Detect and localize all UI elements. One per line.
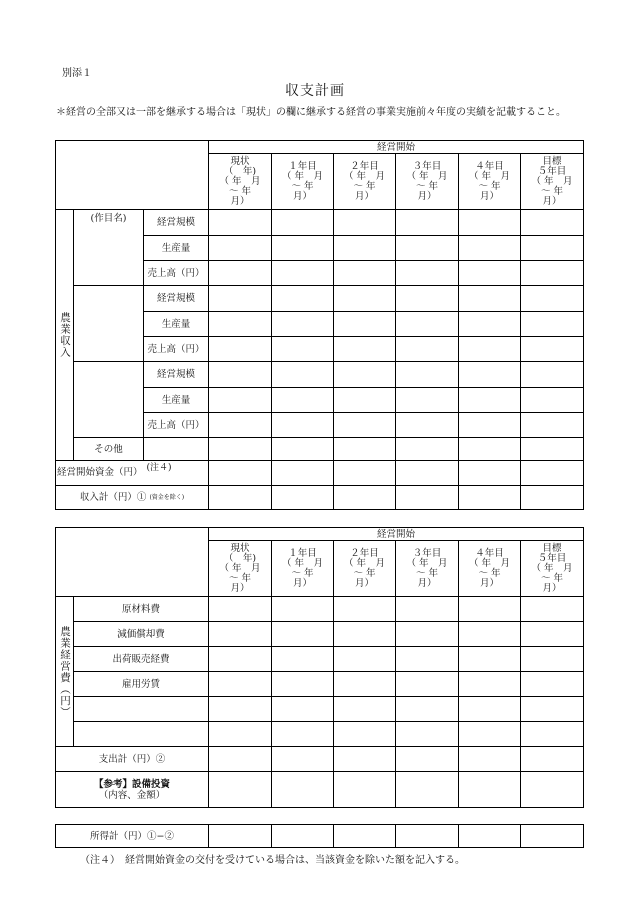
capex-label: 【参考】設備投資: [93, 778, 170, 790]
input-cell[interactable]: [521, 597, 584, 622]
input-cell[interactable]: [521, 647, 584, 672]
column-header-line: 現状: [230, 155, 250, 167]
column-header-line: ～ 年: [541, 185, 564, 197]
input-cell[interactable]: [459, 210, 521, 236]
col-year-2: [334, 154, 396, 210]
input-cell[interactable]: [272, 697, 334, 722]
input-cell[interactable]: [272, 772, 334, 808]
column-header-line: １年目: [288, 160, 317, 172]
expense-item-blank[interactable]: [74, 697, 209, 722]
column-header-line: 月）: [292, 577, 312, 589]
col-year-4: [459, 541, 521, 597]
input-cell[interactable]: [272, 286, 334, 312]
expense-item-label: 出荷販売経費: [74, 647, 209, 672]
input-cell[interactable]: [521, 413, 584, 438]
income-section-label: 農業収入: [56, 210, 74, 461]
input-cell[interactable]: [521, 697, 584, 722]
input-cell[interactable]: [396, 362, 459, 388]
input-cell[interactable]: [272, 362, 334, 388]
column-header-line: （ 年 月: [282, 170, 324, 182]
column-header-line: 目標: [542, 155, 562, 167]
col-target: [521, 541, 584, 597]
header-blank-cell: [56, 141, 209, 210]
col-current: [209, 541, 272, 597]
column-header-line: 月）: [542, 582, 562, 594]
col-year-4: [459, 154, 521, 210]
input-cell[interactable]: [521, 438, 584, 461]
input-cell[interactable]: [272, 461, 334, 486]
input-cell[interactable]: [272, 261, 334, 286]
column-header-line: 月）: [293, 190, 313, 202]
input-cell[interactable]: [334, 337, 396, 362]
input-cell[interactable]: [396, 261, 459, 286]
column-header-line: ～ 年: [228, 572, 252, 584]
column-header-line: 月）: [417, 577, 437, 589]
input-cell[interactable]: [334, 697, 396, 722]
column-header-line: （ 年 月: [531, 175, 573, 187]
column-header-line: 月）: [230, 582, 250, 594]
column-header-line: ４年目: [475, 160, 504, 172]
input-cell[interactable]: [334, 413, 396, 438]
row-label-net-income: 所得計（円）①−②: [56, 825, 209, 848]
header-blank-cell: [56, 528, 209, 597]
input-cell[interactable]: [396, 772, 459, 808]
row-label-production: 生産量: [144, 312, 209, 337]
input-cell[interactable]: [334, 486, 396, 510]
input-cell[interactable]: [396, 413, 459, 438]
input-cell[interactable]: [334, 461, 396, 486]
input-cell[interactable]: [209, 672, 272, 697]
column-header-line: （ 年 月: [219, 175, 261, 187]
input-cell[interactable]: [272, 597, 334, 622]
row-label-expense-total: 支出計（円）②: [56, 747, 209, 772]
input-cell[interactable]: [272, 438, 334, 461]
expense-item-label: 雇用労賃: [74, 672, 209, 697]
input-cell[interactable]: [209, 337, 272, 362]
input-cell[interactable]: [209, 772, 272, 808]
column-header-line: １年目: [288, 547, 317, 559]
column-header-line: （ 年 月: [281, 557, 324, 569]
input-cell[interactable]: [272, 486, 334, 510]
col-target: [521, 154, 584, 210]
input-cell[interactable]: [209, 622, 272, 647]
column-header-line: 目標: [542, 542, 562, 554]
input-cell[interactable]: [334, 362, 396, 388]
input-cell[interactable]: [396, 672, 459, 697]
input-cell[interactable]: [334, 597, 396, 622]
input-cell[interactable]: [396, 825, 459, 848]
column-header-line: （ 年 月: [531, 562, 573, 574]
input-cell[interactable]: [334, 747, 396, 772]
column-header-line: （ 年 月: [343, 557, 386, 569]
input-cell[interactable]: [459, 286, 521, 312]
input-cell[interactable]: [334, 622, 396, 647]
input-cell[interactable]: [209, 461, 272, 486]
column-header-line: ５年目: [537, 552, 567, 564]
input-cell[interactable]: [459, 825, 521, 848]
input-cell[interactable]: [209, 312, 272, 337]
input-cell[interactable]: [396, 486, 459, 510]
input-cell[interactable]: [521, 622, 584, 647]
input-cell[interactable]: [209, 486, 272, 510]
input-cell[interactable]: [459, 261, 521, 286]
row-label-sales: 売上高（円）: [144, 413, 209, 438]
column-header-line: ３年目: [412, 547, 442, 559]
input-cell[interactable]: [396, 286, 459, 312]
income-table: [55, 140, 584, 510]
input-cell[interactable]: [459, 722, 521, 747]
input-cell[interactable]: [396, 461, 459, 486]
col-current: [209, 154, 272, 210]
input-cell[interactable]: [209, 362, 272, 388]
input-cell[interactable]: [521, 388, 584, 413]
column-header-line: 月）: [480, 190, 500, 202]
input-cell[interactable]: [396, 697, 459, 722]
row-label-production: 生産量: [144, 388, 209, 413]
income-total-note: (資金を除く): [149, 494, 185, 501]
crop-name-cell[interactable]: [74, 286, 144, 362]
column-header-line: ５年目: [537, 165, 567, 177]
column-header-line: 月）: [354, 577, 374, 589]
input-cell[interactable]: [272, 210, 334, 236]
expense-table: [55, 527, 584, 808]
input-cell[interactable]: [459, 747, 521, 772]
input-cell[interactable]: [396, 210, 459, 236]
column-header-line: （ 年): [223, 165, 257, 177]
input-cell[interactable]: [521, 722, 584, 747]
footnote: （注４） 経営開始資金の交付を受けている場合は、当該資金を除いた額を記入する。: [80, 855, 465, 866]
input-cell[interactable]: [459, 486, 521, 510]
input-cell[interactable]: [459, 672, 521, 697]
row-label-startup-funds: 経営開始資金（円） (注４): [56, 461, 209, 486]
input-cell[interactable]: [272, 672, 334, 697]
column-header-line: ３年目: [412, 160, 442, 172]
col-year-1: [272, 154, 334, 210]
input-cell[interactable]: [334, 261, 396, 286]
row-label-scale: 経営規模: [144, 286, 209, 312]
column-header-line: ～ 年: [540, 572, 564, 584]
column-header-line: 月）: [542, 195, 562, 207]
group-header: 経営開始: [209, 528, 584, 541]
row-label-sales: 売上高（円）: [144, 261, 209, 286]
input-cell[interactable]: [272, 622, 334, 647]
column-header-line: 月）: [230, 195, 250, 207]
input-cell[interactable]: [209, 388, 272, 413]
input-cell[interactable]: [272, 747, 334, 772]
input-cell[interactable]: [396, 236, 459, 261]
input-cell[interactable]: [459, 597, 521, 622]
input-cell[interactable]: [272, 388, 334, 413]
input-cell[interactable]: [521, 312, 584, 337]
input-cell[interactable]: [459, 697, 521, 722]
startup-note: (注４): [146, 463, 172, 473]
input-cell[interactable]: [521, 747, 584, 772]
expense-item-blank[interactable]: [74, 722, 209, 747]
input-cell[interactable]: [209, 747, 272, 772]
input-cell[interactable]: [396, 388, 459, 413]
input-cell[interactable]: [459, 388, 521, 413]
net-income-table: [55, 824, 584, 848]
input-cell[interactable]: [144, 438, 209, 461]
input-cell[interactable]: [521, 236, 584, 261]
input-cell[interactable]: [334, 722, 396, 747]
input-cell[interactable]: [521, 486, 584, 510]
input-cell[interactable]: [521, 210, 584, 236]
input-cell[interactable]: [209, 236, 272, 261]
col-year-1: [272, 541, 334, 597]
note-text: 経営の全部又は一部を継承する場合は「現状」の欄に継承する経営の事業実施前々年度の実績を記載すること。: [66, 107, 566, 118]
column-header-line: （ 年 月: [469, 170, 511, 182]
column-header-line: （ 年): [223, 552, 257, 564]
column-header-line: （ 年 月: [344, 170, 386, 182]
expense-item-label: 減価償却費: [74, 622, 209, 647]
input-cell[interactable]: [334, 772, 396, 808]
input-cell[interactable]: [334, 312, 396, 337]
input-cell[interactable]: [521, 461, 584, 486]
input-cell[interactable]: [396, 337, 459, 362]
input-cell[interactable]: [521, 672, 584, 697]
input-cell[interactable]: [209, 722, 272, 747]
input-cell[interactable]: [209, 210, 272, 236]
row-label-other: その他: [74, 438, 144, 461]
column-header-line: ２年目: [350, 547, 379, 559]
column-header-line: ２年目: [350, 160, 379, 172]
crop-name-cell[interactable]: [74, 362, 144, 438]
input-cell[interactable]: [396, 597, 459, 622]
input-cell[interactable]: [272, 647, 334, 672]
column-header-line: ～ 年: [416, 180, 439, 192]
input-cell[interactable]: [209, 825, 272, 848]
input-cell[interactable]: [459, 461, 521, 486]
input-cell[interactable]: [209, 697, 272, 722]
input-cell[interactable]: [209, 647, 272, 672]
column-header-line: （ 年 月: [406, 557, 448, 569]
input-cell[interactable]: [272, 312, 334, 337]
input-cell[interactable]: [334, 388, 396, 413]
input-cell[interactable]: [459, 362, 521, 388]
input-cell[interactable]: [272, 722, 334, 747]
input-cell[interactable]: [459, 622, 521, 647]
input-cell[interactable]: [459, 337, 521, 362]
column-header-line: 月）: [417, 190, 437, 202]
crop-name-label: (作目名): [74, 210, 144, 286]
column-header-line: ～ 年: [415, 567, 439, 579]
note-asterisk: ＊: [56, 107, 66, 118]
expense-section-label: 農業経営費（円）: [56, 597, 74, 747]
input-cell[interactable]: [459, 312, 521, 337]
group-header: 経営開始: [209, 141, 584, 154]
input-cell[interactable]: [521, 286, 584, 312]
page-title: 収支計画: [285, 83, 345, 99]
column-header-line: （ 年 月: [219, 562, 261, 574]
input-cell[interactable]: [459, 236, 521, 261]
input-cell[interactable]: [209, 261, 272, 286]
input-cell[interactable]: [209, 438, 272, 461]
column-header-line: ～ 年: [291, 567, 314, 579]
input-cell[interactable]: [521, 772, 584, 808]
input-cell[interactable]: [272, 413, 334, 438]
input-cell[interactable]: [334, 672, 396, 697]
appendix-label: 別添１: [62, 68, 92, 79]
row-label-scale: 経営規模: [144, 210, 209, 236]
input-cell[interactable]: [334, 825, 396, 848]
row-label-scale: 経営規模: [144, 362, 209, 388]
input-cell[interactable]: [396, 438, 459, 461]
column-header-line: ～ 年: [353, 180, 376, 192]
input-cell[interactable]: [396, 747, 459, 772]
column-header-line: （ 年 月: [406, 170, 448, 182]
input-cell[interactable]: [334, 236, 396, 261]
input-cell[interactable]: [209, 286, 272, 312]
input-cell[interactable]: [334, 647, 396, 672]
input-cell[interactable]: [272, 825, 334, 848]
col-year-3: [396, 541, 459, 597]
column-header-line: ～ 年: [478, 180, 501, 192]
column-header-line: ～ 年: [291, 180, 314, 192]
column-header-line: 月）: [355, 190, 375, 202]
input-cell[interactable]: [459, 772, 521, 808]
input-cell[interactable]: [334, 438, 396, 461]
expense-item-label: 原材料費: [74, 597, 209, 622]
input-cell[interactable]: [396, 722, 459, 747]
column-header-line: ～ 年: [478, 567, 501, 579]
column-header-line: 現状: [230, 542, 250, 554]
input-cell[interactable]: [521, 337, 584, 362]
input-cell[interactable]: [272, 236, 334, 261]
col-year-2: [334, 541, 396, 597]
input-cell[interactable]: [459, 413, 521, 438]
input-cell[interactable]: [334, 210, 396, 236]
row-label-capex: [56, 772, 209, 808]
input-cell[interactable]: [521, 825, 584, 848]
input-cell[interactable]: [209, 597, 272, 622]
capex-sub-label: （内容、金額）: [98, 789, 166, 801]
column-header-line: （ 年 月: [468, 557, 511, 569]
column-header-line: 月）: [479, 577, 499, 589]
col-year-3: [396, 154, 459, 210]
row-label-sales: 売上高（円）: [144, 337, 209, 362]
column-header-line: ４年目: [475, 547, 504, 559]
input-cell[interactable]: [459, 647, 521, 672]
row-label-production: 生産量: [144, 236, 209, 261]
input-cell[interactable]: [272, 337, 334, 362]
input-cell[interactable]: [521, 261, 584, 286]
input-cell[interactable]: [459, 438, 521, 461]
instruction-note: [56, 107, 586, 118]
column-header-line: ～ 年: [353, 567, 376, 579]
input-cell[interactable]: [209, 413, 272, 438]
row-label-income-total: 収入計（円）① $^{(資金を除く)}$: [56, 486, 209, 510]
input-cell[interactable]: [396, 622, 459, 647]
input-cell[interactable]: [396, 647, 459, 672]
input-cell[interactable]: [521, 362, 584, 388]
input-cell[interactable]: [396, 312, 459, 337]
input-cell[interactable]: [334, 286, 396, 312]
column-header-line: ～ 年: [229, 185, 252, 197]
